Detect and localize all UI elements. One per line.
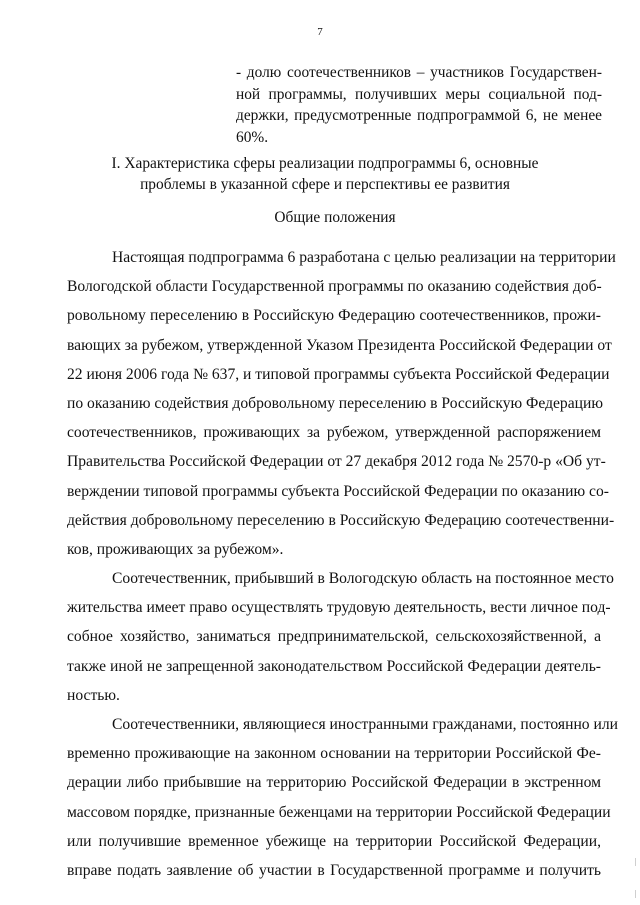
paragraph (67, 564, 614, 710)
paragraph-line: ков, проживающих за рубежом». (67, 540, 284, 558)
section-heading (90, 153, 560, 195)
paragraph-line: действия добровольному переселению в Российскую Федерацию соотечественни- (67, 511, 615, 529)
subheading: Общие положения (274, 209, 396, 226)
paragraph-line: верждении типовой программы субъекта Российской Федерации по оказанию со- (67, 482, 609, 500)
bullet-line: - долю соотечественников – участников Государствен- (236, 64, 602, 81)
paragraph-line: массовом порядке, признанные беженцами на территории Российской Федерации (67, 803, 611, 821)
paragraph-line: вающих за рубежом, утвержденной Указом Президента Российской Федерации от (67, 336, 612, 354)
paragraph-line: вправе подать заявление об участии в Государственной программе и получить (67, 861, 601, 879)
paragraph-line: или получившие временное убежище на территории Российской Федерации, (67, 832, 601, 850)
paragraph-line: ровольному переселению в Российскую Федерацию соотечественников, прожи- (67, 307, 601, 325)
paragraph-line: также иной не запрещенной законодательством Российской Федерации деятель- (67, 657, 601, 675)
paragraph-line: жительства имеет право осуществлять трудовую деятельность, вести личное под- (67, 599, 611, 617)
paragraph-line: дерации либо прибывшие на территорию Российской Федерации в экстренном (67, 774, 601, 792)
scan-margin-mark (635, 890, 636, 898)
scan-margin-mark (635, 858, 636, 866)
paragraph-line: Вологодской области Государственной программы по оказанию содействия доб- (67, 278, 602, 296)
bullet-line: 60%. (236, 128, 269, 146)
body-text (67, 243, 618, 885)
paragraph-line: 22 июня 2006 года № 637, и типовой программы субъекта Российской Федерации (67, 365, 610, 383)
paragraph-line: Соотечественники, являющиеся иностранными гражданами, постоянно или (112, 716, 618, 733)
page-number: 7 (317, 26, 323, 38)
paragraph-line: ностью. (67, 686, 120, 704)
bullet-line: ной программы, получивших меры социальной под- (236, 85, 602, 103)
paragraph-line: Правительства Российской Федерации от 27 декабря 2012 года № 2570-р «Об ут- (67, 453, 606, 471)
section-heading-line: I. Характеристика сферы реализации подпрограммы 6, основные (111, 155, 539, 172)
paragraph-line: временно проживающие на законном основании на территории Российской Фе- (67, 745, 601, 763)
paragraph-line: Настоящая подпрограмма 6 разработана с целью реализации на территории (112, 249, 616, 266)
paragraph-line: соотечественников, проживающих за рубежом, утвержденной распоряжением (67, 424, 601, 442)
paragraph (67, 243, 616, 564)
paragraph-line: Соотечественник, прибывший в Вологодскую область на постоянное место (112, 570, 614, 588)
section-heading-line: проблемы в указанной сфере и перспективы ее развития (140, 176, 510, 193)
bullet-item (236, 62, 602, 148)
paragraph (67, 710, 618, 885)
paragraph-line: по оказанию содействия добровольному переселению в Российскую Федерацию (67, 394, 603, 412)
bullet-line: держки, предусмотренные подпрограммой 6, не менее (236, 107, 602, 124)
paragraph-line: собное хозяйство, заниматься предпринимательской, сельскохозяйственной, а (67, 628, 601, 646)
